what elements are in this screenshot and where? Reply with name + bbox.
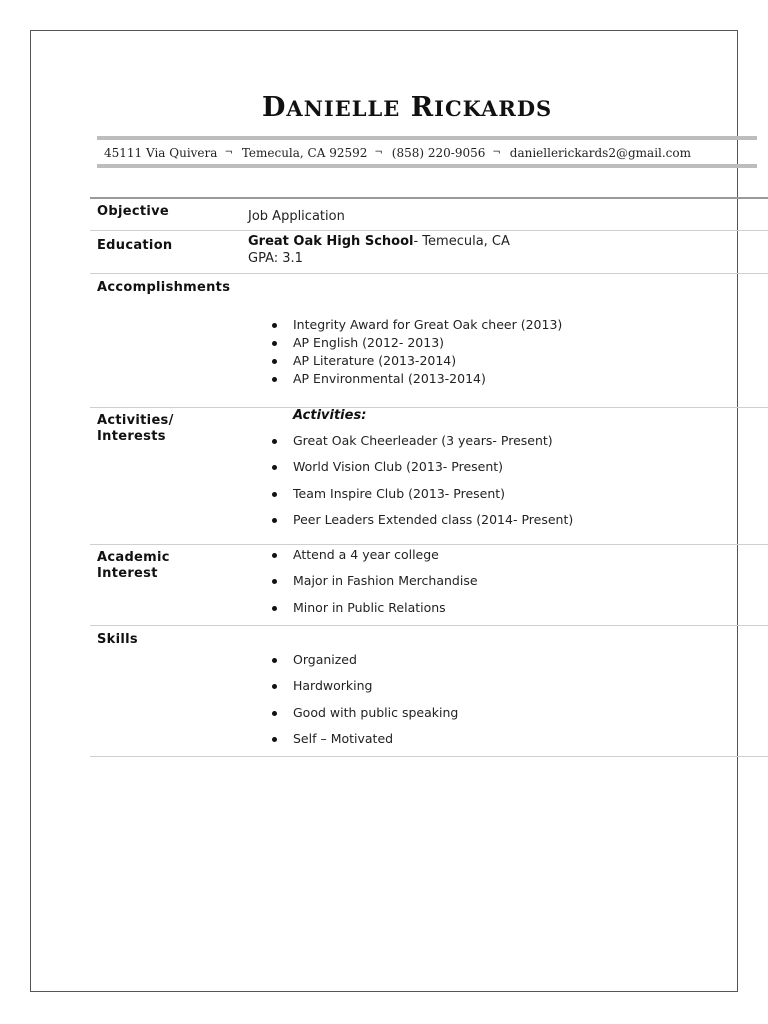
table-top-line bbox=[90, 197, 768, 199]
list-item: Major in Fashion Merchandise bbox=[271, 572, 478, 598]
resume-name: DANIELLE RICKARDS bbox=[262, 92, 553, 123]
list-item: Great Oak Cheerleader (3 years- Present) bbox=[271, 432, 573, 458]
list-item: Hardworking bbox=[271, 677, 458, 703]
city: Temecula, CA 92592 bbox=[241, 146, 368, 160]
separator-mark: ¬ bbox=[374, 147, 383, 158]
header-rule-top bbox=[97, 136, 757, 140]
activities-subheading: Activities: bbox=[293, 408, 367, 423]
skills-list bbox=[271, 651, 458, 757]
list-item: Self – Motivated bbox=[271, 730, 458, 756]
accomplishments-list bbox=[271, 316, 562, 388]
separator-mark: ¬ bbox=[492, 147, 501, 158]
objective-label: Objective bbox=[97, 204, 169, 219]
row-divider bbox=[90, 407, 768, 408]
list-item: AP Literature (2013-2014) bbox=[271, 352, 562, 370]
email: daniellerickards2@gmail.com bbox=[509, 146, 692, 160]
list-item: Good with public speaking bbox=[271, 704, 458, 730]
contact-line bbox=[104, 146, 691, 160]
activities-label: Activities/ Interests bbox=[97, 413, 174, 444]
list-item: AP English (2012- 2013) bbox=[271, 334, 562, 352]
separator-mark: ¬ bbox=[224, 147, 233, 158]
skills-label: Skills bbox=[97, 632, 138, 647]
activities-list bbox=[271, 432, 573, 538]
list-item: AP Environmental (2013-2014) bbox=[271, 370, 562, 388]
education-gpa: GPA: 3.1 bbox=[248, 251, 303, 266]
row-divider bbox=[90, 625, 768, 626]
list-item: Peer Leaders Extended class (2014- Present) bbox=[271, 511, 573, 537]
school-location: - Temecula, CA bbox=[413, 234, 510, 249]
row-divider bbox=[90, 756, 768, 757]
row-divider bbox=[90, 544, 768, 545]
accomplishments-label: Accomplishments bbox=[97, 280, 231, 295]
list-item: Minor in Public Relations bbox=[271, 599, 478, 625]
academic-interest-list bbox=[271, 546, 478, 625]
list-item: Organized bbox=[271, 651, 458, 677]
academic-interest-label: Academic Interest bbox=[97, 550, 170, 581]
row-divider bbox=[90, 273, 768, 274]
list-item: Team Inspire Club (2013- Present) bbox=[271, 485, 573, 511]
list-item: Integrity Award for Great Oak cheer (2013) bbox=[271, 316, 562, 334]
education-school-line bbox=[248, 234, 510, 250]
objective-text: Job Application bbox=[248, 209, 345, 224]
list-item: World Vision Club (2013- Present) bbox=[271, 458, 573, 484]
school-name: Great Oak High School bbox=[248, 234, 414, 249]
phone: (858) 220-9056 bbox=[391, 146, 486, 160]
header-rule-bottom bbox=[97, 164, 757, 168]
education-label: Education bbox=[97, 238, 173, 253]
row-divider bbox=[90, 230, 768, 231]
list-item: Attend a 4 year college bbox=[271, 546, 478, 572]
address: 45111 Via Quivera bbox=[104, 146, 218, 160]
